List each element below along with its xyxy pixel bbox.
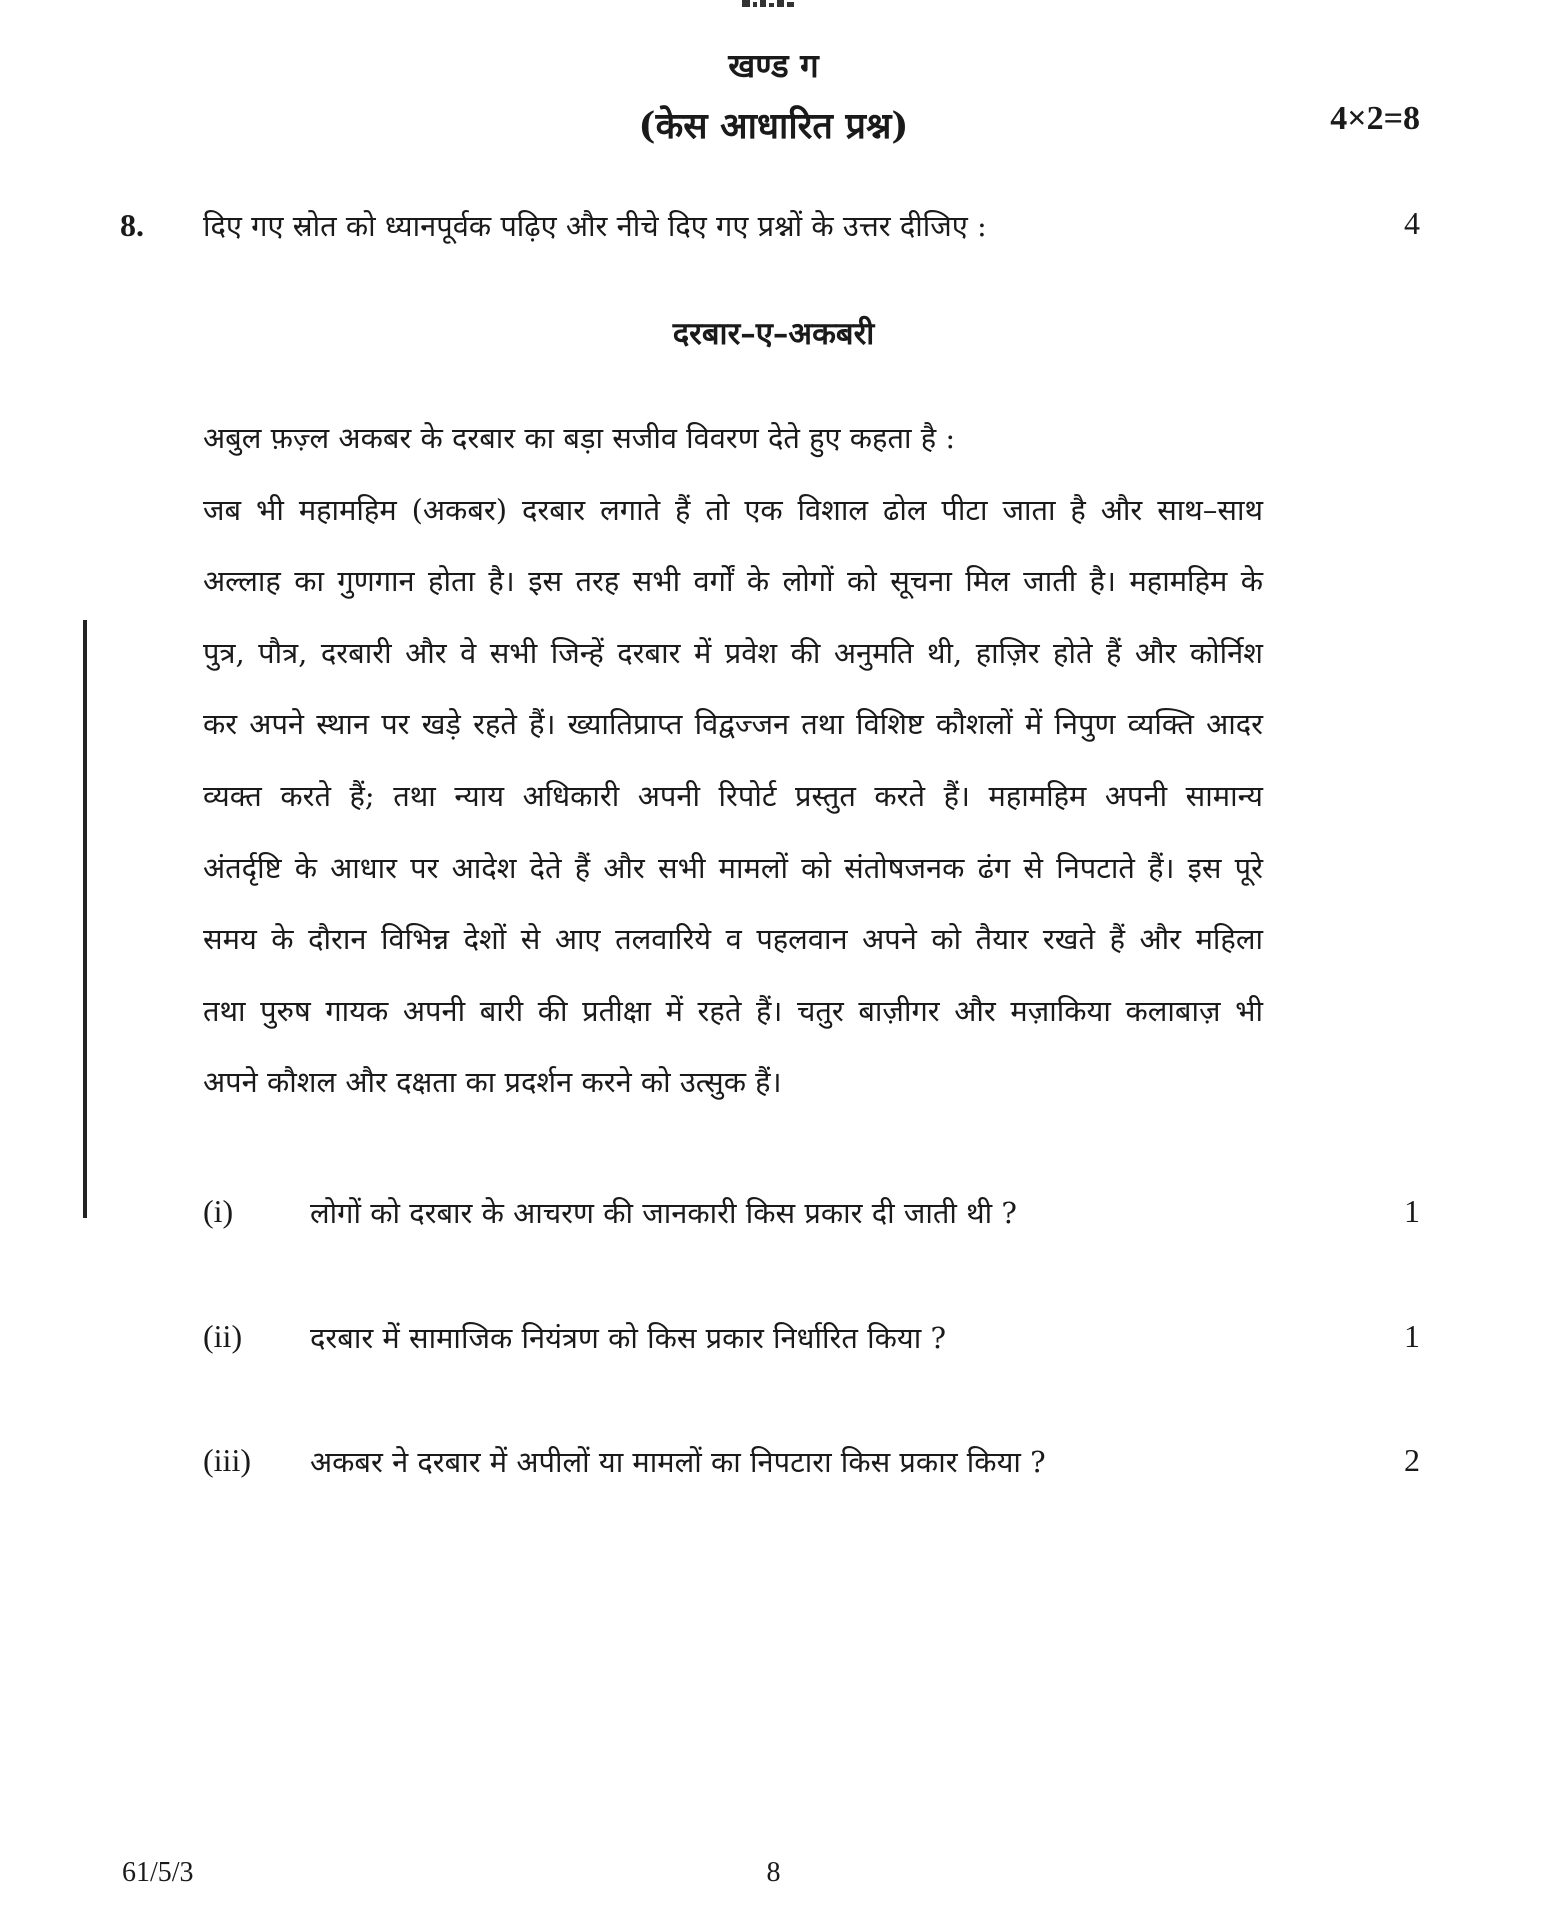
question-number: 8.: [120, 207, 144, 243]
page-number: 8: [766, 1857, 781, 1888]
sub-question-text: लोगों को दरबार के आचरण की जानकारी किस प्रकार दी जाती थी ?: [310, 1196, 1017, 1230]
passage-line: जब भी महामहिम (अकबर) दरबार लगाते हैं तो एक विशाल ढोल पीटा जाता है और साथ–साथ: [203, 492, 1263, 527]
passage-line: पुत्र, पौत्र, दरबारी और वे सभी जिन्हें दरबार में प्रवेश की अनुमति थी, हाज़िर होते हैं और कोर्निश: [203, 635, 1263, 670]
passage-line: अंतर्दृष्टि के आधार पर आदेश देते हैं और सभी मामलों को संतोषजनक ढंग से निपटाते हैं। इस पूरे: [203, 850, 1263, 885]
passage-line: व्यक्त करते हैं; तथा न्याय अधिकारी अपनी रिपोर्ट प्रस्तुत करते हैं। महामहिम अपनी सामान्य: [203, 778, 1263, 813]
sub-question-2: [0, 1318, 1547, 1378]
sub-question-text: दरबार में सामाजिक नियंत्रण को किस प्रकार निर्धारित किया ?: [310, 1321, 946, 1355]
section-marks: 4×2=8: [1330, 100, 1420, 137]
passage-line: अल्लाह का गुणगान होता है। इस तरह सभी वर्गों के लोगों को सूचना मिल जाती है। महामहिम के: [203, 564, 1263, 599]
sub-question-marks: 1: [1404, 1318, 1420, 1354]
sub-question-label: (ii): [203, 1318, 243, 1354]
sub-question-1: [0, 1193, 1547, 1253]
top-qr-mark-icon: [740, 0, 796, 10]
source-title: दरबार–ए–अकबरी: [672, 316, 875, 352]
passage-line: कर अपने स्थान पर खड़े रहते हैं। ख्यातिप्राप्त विद्वज्जन तथा विशिष्ट कौशलों में निपुण व्यक्ति आदर: [203, 707, 1263, 742]
paper-code: 61/5/3: [122, 1857, 194, 1888]
passage-line: समय के दौरान विभिन्न देशों से आए तलवारिये व पहलवान अपने को तैयार रखते हैं और महिला: [203, 922, 1263, 957]
section-title: खण्ड ग: [728, 46, 819, 85]
sub-question-label: (iii): [203, 1442, 251, 1478]
sub-question-marks: 2: [1404, 1442, 1420, 1478]
sub-question-marks: 1: [1404, 1193, 1420, 1229]
passage-line: अबुल फ़ज़्ल अकबर के दरबार का बड़ा सजीव विवरण देते हुए कहता है :: [203, 421, 956, 455]
sub-question-label: (i): [203, 1193, 234, 1229]
question-instruction: दिए गए स्रोत को ध्यानपूर्वक पढ़िए और नीचे दिए गए प्रश्नों के उत्तर दीजिए :: [203, 209, 987, 243]
passage-line: तथा पुरुष गायक अपनी बारी की प्रतीक्षा में रहते हैं। चतुर बाज़ीगर और मज़ाकिया कलाबाज़ भी: [203, 993, 1263, 1028]
sub-question-3: [0, 1442, 1547, 1502]
passage-line: अपने कौशल और दक्षता का प्रदर्शन करने को उत्सुक हैं।: [203, 1065, 782, 1100]
source-passage: [203, 418, 1263, 1134]
margin-vertical-bar: [83, 620, 87, 1218]
question-marks: 4: [1404, 205, 1420, 241]
sub-question-text: अकबर ने दरबार में अपीलों या मामलों का निपटारा किस प्रकार किया ?: [310, 1445, 1046, 1479]
section-subtitle: (केस आधारित प्रश्न): [638, 105, 909, 147]
